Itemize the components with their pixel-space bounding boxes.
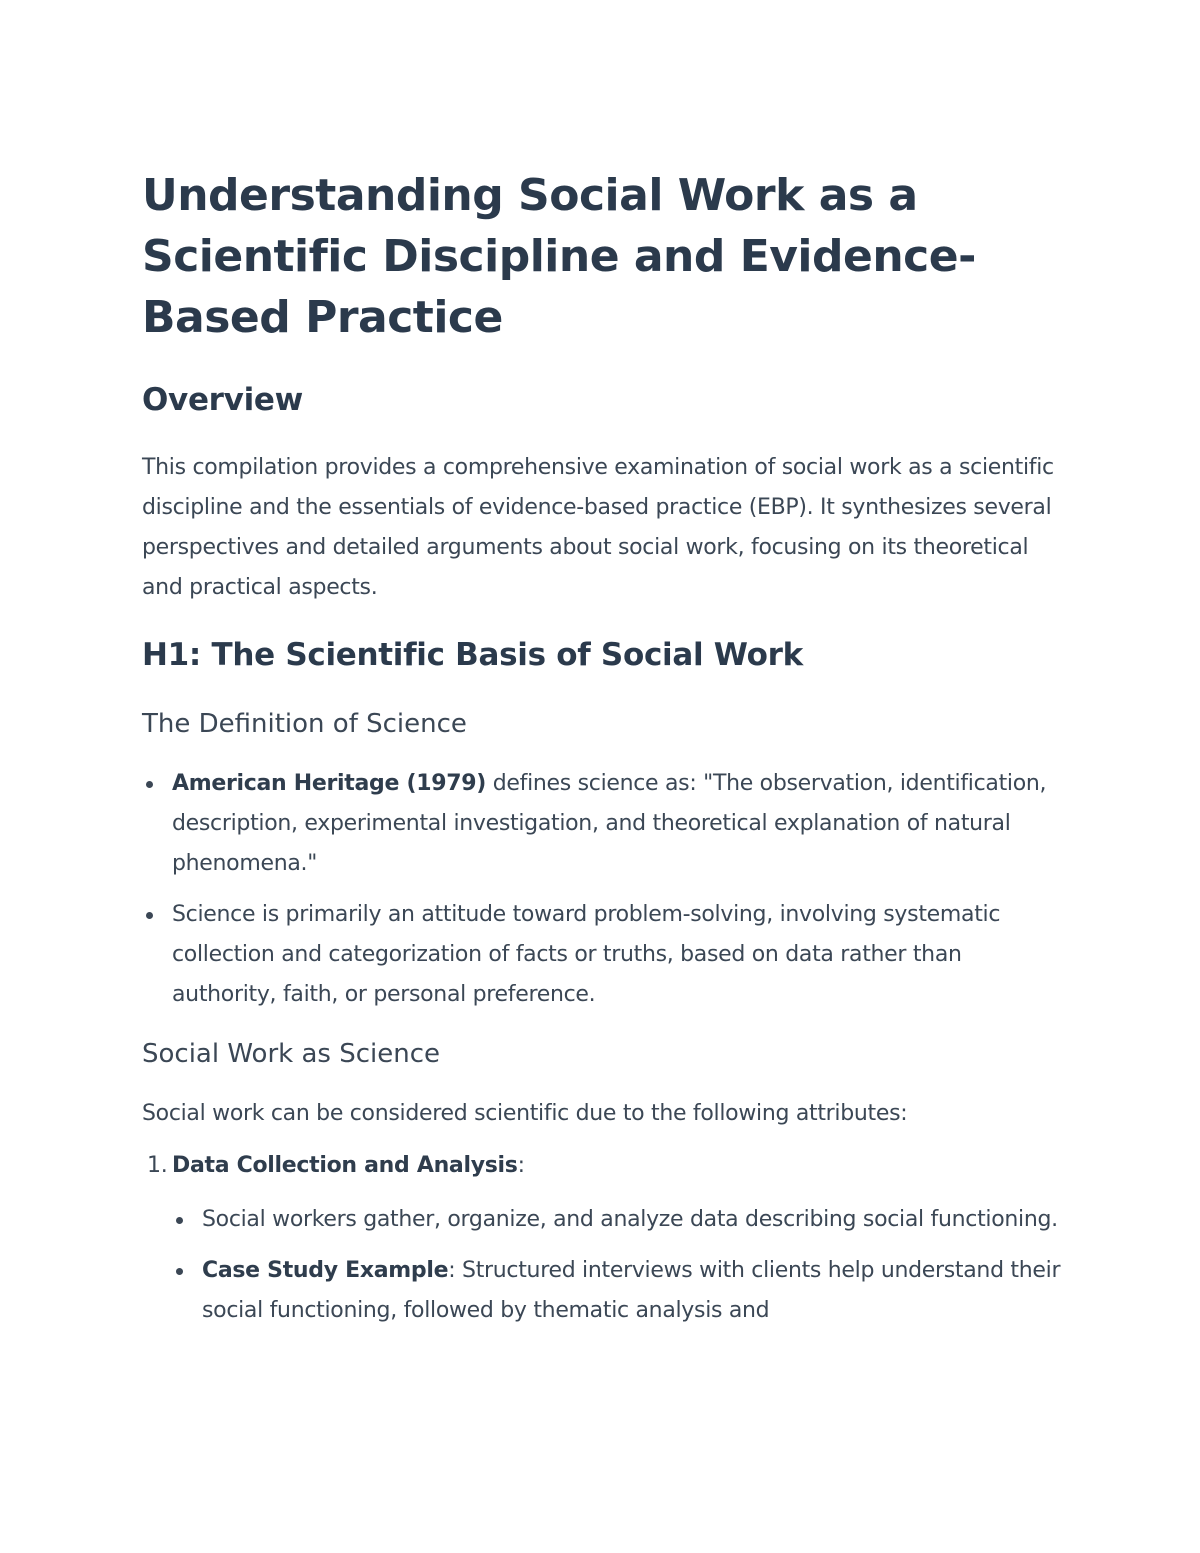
section-heading: H1: The Scientific Basis of Social Work (142, 637, 803, 673)
list-item-text: Social workers gather, organize, and analyze data describing social functioning. (202, 1207, 1058, 1232)
list-item (172, 1200, 1072, 1240)
definition-subsection (142, 706, 1072, 1015)
overview-heading: Overview (142, 382, 303, 418)
section-h1 (142, 635, 1072, 675)
numbered-item (142, 1146, 1072, 1331)
list-item-text: : Structured interviews with clients help understand their social functioning, followed by thematic analysis and (202, 1258, 1061, 1323)
suffix: : (517, 1153, 525, 1178)
sub-list (172, 1200, 1072, 1331)
attributes-list (142, 1146, 1072, 1331)
bold-term: Case Study Example (202, 1258, 449, 1283)
list-item (142, 895, 1072, 1015)
item-number: 1. (147, 1153, 168, 1178)
subsection-heading: Social Work as Science (142, 1039, 440, 1069)
list-item-text: defines science as: "The observation, identification, description, experimental investigation, and theoretical explanation of natural phenomena." (172, 771, 1047, 876)
list-item-text: Science is primarily an attitude toward problem-solving, involving systematic collection and categorization of facts or truths, based on data rather than authority, faith, or personal preference. (172, 902, 1001, 1007)
bold-term: Data Collection and Analysis (172, 1153, 518, 1178)
overview-heading-block (142, 380, 1072, 420)
title-line: Scientific Discipline and Evidence- (142, 231, 976, 282)
subsection-heading: The Definition of Science (142, 709, 467, 739)
intro-paragraph: Social work can be considered scientific due to the following attributes: (142, 1101, 908, 1126)
definition-list (142, 764, 1072, 1015)
bold-term: American Heritage (1979) (172, 771, 487, 796)
title-line: Based Practice (142, 292, 503, 343)
list-item (172, 1251, 1072, 1331)
overview-paragraph-block (142, 448, 1067, 608)
overview-paragraph: This compilation provides a comprehensive examination of social work as a scientific discipline and the essentials of evidence-based practice (EBP). It synthesizes several perspectives and detailed arguments about social work, focusing on its theoretical and practical aspects. (142, 455, 1054, 600)
list-item (142, 764, 1072, 884)
document-title (142, 165, 1072, 348)
social-work-science-subsection (142, 1036, 1072, 1331)
title-line: Understanding Social Work as a (142, 170, 918, 221)
